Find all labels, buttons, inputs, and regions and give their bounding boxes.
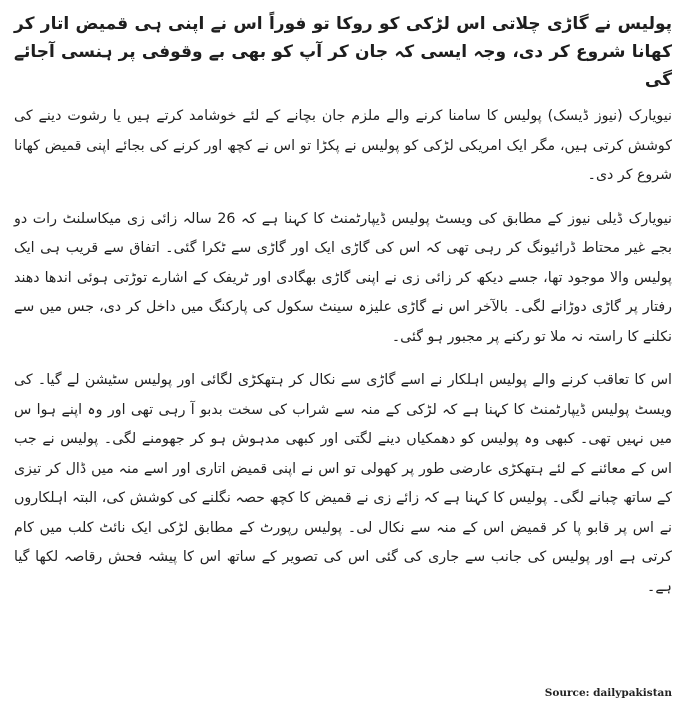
article-paragraph-2: نیویارک ڈیلی نیوز کے مطابق کی ویسٹ پولیس ڈیپارٹمنٹ کا کہنا ہے کہ 26 سالہ زائی زی میکاسلنٹ رات دو بجے غیر محتاط ڈرائیونگ کر رہی تھی کہ اس کی گاڑی ایک اور گاڑی سے ٹکرا گئی۔ اتفاق سے قریب ہی ایک پولیس والا موجود تھا، جسے دیکھ کر زائی زی نے اپنی گاڑی بھگادی اور ٹریفک کے اشارے توڑتی ہوئی اندھا دھند رفتار پر گاڑی دوڑانے لگی۔ بالآخر اس نے گاڑی علیزہ سینٹ سکول کی پارکنگ میں داخل کر دی، جس میں سے نکلنے کا راستہ نہ ملا تو رکنے پر مجبور ہو گئی۔ [14,210,673,345]
article-paragraph-1: نیویارک (نیوز ڈیسک) پولیس کا سامنا کرنے والے ملزم جان بچانے کے لئے خوشامد کرتے ہیں یا رشوت دینے کی کوشش کرتی ہیں، مگر ایک امریکی لڑکی کو پولیس نے پکڑا تو اس نے کچھ اور کرنے کی بجائے اپنی قمیض کھانا شروع کر دی۔ [14,108,672,183]
article [14,10,672,703]
article-paragraph-3: اس کا تعاقب کرنے والے پولیس اہلکار نے اسے گاڑی سے نکال کر ہتھکڑی لگائی اور پولیس سٹیشن لے گیا۔ کی ویسٹ پولیس ڈیپارٹمنٹ کا کہنا ہے کہ لڑکی کے منہ سے شراب کی سخت بدبو آ رہی تھی اور وہ اپنے ہوا س میں نہیں تھی۔ کبھی وہ پولیس کو دھمکیاں دینے لگتی اور کبھی مدہوش ہو کر جھومنے لگی۔ پولیس نے جب اس کے معائنے کے لئے ہتھکڑی عارضی طور پر کھولی تو اس نے اپنی قمیض اتاری اور اسے منہ میں ڈال کر تیزی کے ساتھ چبانے لگی۔ پولیس کا کہنا ہے کہ زائے زی نے قمیض کا کچھ حصہ نگلنے کی کوشش کی، البتہ اہلکاروں نے اس پر قابو پا کر قمیض اس کے منہ سے نکال لی۔ پولیس رپورٹ کے مطابق لڑکی ایک نائٹ کلب میں کام کرتی ہے اور پولیس کی جانب سے جاری کی گئی اس کی تصویر کے ساتھ اس کا پیشہ فحش رقاصہ لکھا گیا ہے۔ [14,372,672,595]
source-credit: Source: dailypakistan [544,687,672,699]
article-headline: پولیس نے گاڑی چلاتی اس لڑکی کو روکا تو فوراً اس نے اپنی ہی قمیض اتار کر کھانا شروع کر دی، وجہ ایسی کہ جان کر آپ کو بھی بے وقوفی پر ہنسی آجائے گی [14,14,672,90]
